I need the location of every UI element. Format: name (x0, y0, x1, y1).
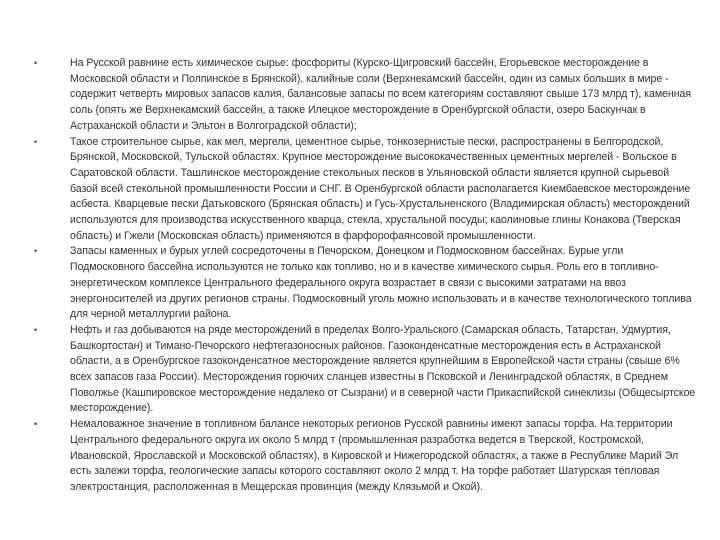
bullet-item-chemical-raw-materials (34, 56, 698, 135)
paragraph-text: Запасы каменных и бурых углей сосредоточены в Печорском, Донецком и Подмосковном бассейнах. Бурые угли Подмосковного бассейна используются не только как топливо, но и в качестве химического сырья. Роль его в топливно-энергетическом комплексе Центрального федерального округа возрастает в связи с высокими затратами на ввоз энергоносителей из других регионов страны. Подмосковный уголь можно использовать и в качестве технологического топлива для черной металлургии района. (70, 245, 692, 321)
bullet-list (34, 56, 698, 496)
bullet-item-coal (34, 244, 698, 323)
bullet-dot-icon: • (34, 419, 38, 430)
bullet-dot-icon: • (34, 246, 38, 257)
paragraph-text: Нефть и газ добываются на ряде месторождений в пределах Волго-Уральского (Самарская область, Татарстан, Удмуртия, Башкортостан) и Тимано-Печорского нефтегазоносных районов. Газоконденсатные месторождения есть в Астраханской области, а в Оренбургское газоконденсатное месторождение является крупнейшим в Европейской части страны (свыше 6% всех запасов газа России). Месторождения горючих сланцев известны в Псковской и Ленинградской областях, в Среднем Поволжье (Кашпировское месторождение недалеко от Сызрани) и в северной части Прикаспийской синеклизы (Общесыртское месторождение). (70, 323, 696, 415)
paragraph-text: Такое строительное сырье, как мел, мергели, цементное сырье, тонкозернистые пески, распространены в Белгородской, Брянской, Московской, Тульской областях. Крупное месторождение высококачественных цементных мергелей - Вольское в Саратовской области. Ташлинское месторождение стекольных песков в Ульяновской области является крупной сырьевой базой всей стекольной промышленности России и СНГ. В Оренбургской области располагается Киембаевское месторождение асбеста. Кварцевые пески Датьковского (Брянская область) и Гусь-Хрустальненского (Владимирская область) месторождений используются для производства искусственного кварца, стекла, хрустальной посуды; каолиновые глины Конакова (Тверская область) и Гжели (Московская область) применяются в фарфорофаянсовой промышленности. (70, 135, 691, 242)
bullet-dot-icon: • (34, 136, 38, 147)
paragraph-text: Немаловажное значение в топливном балансе некоторых регионов Русской равнины имеют запасы торфа. На территории Центрального федерального округа их около 5 млрд т (промышленная разработка ведется в Тверской, Костромской, Ивановской, Ярославской и Московской областях), в Кировской и Нижегородской областях, а также в Республике Марий Эл есть залежи торфа, геологические запасы которого составляют около 2 млрд т. На торфе работает Шатурская тепловая электростанция, расположенная в Мещерская провинция (между Клязьмой и Окой). (70, 418, 679, 493)
paragraph-text: На Русской равнине есть химическое сырье: фосфориты (Курско-Щигровский бассейн, Егорьевское месторождение в Московской области и Полпинское в Брянской), калийные соли (Верхнекамский бассейн, один из самых больших в мире - содержит четверть мировых запасов калия, балансовые запасы по всем категориям составляют свыше 173 млрд т), каменная соль (опять же Верхнекамский бассейн, а также Илецкое месторождение в Оренбургской области, озеро Баскунчак в Астраханской области и Эльтон в Волгоградской области); (70, 57, 692, 132)
bullet-dot-icon: • (34, 58, 38, 68)
bullet-item-peat (34, 417, 698, 496)
bullet-dot-icon: • (34, 324, 38, 335)
bullet-item-building-materials (34, 135, 698, 245)
bullet-item-oil-gas (34, 323, 698, 417)
